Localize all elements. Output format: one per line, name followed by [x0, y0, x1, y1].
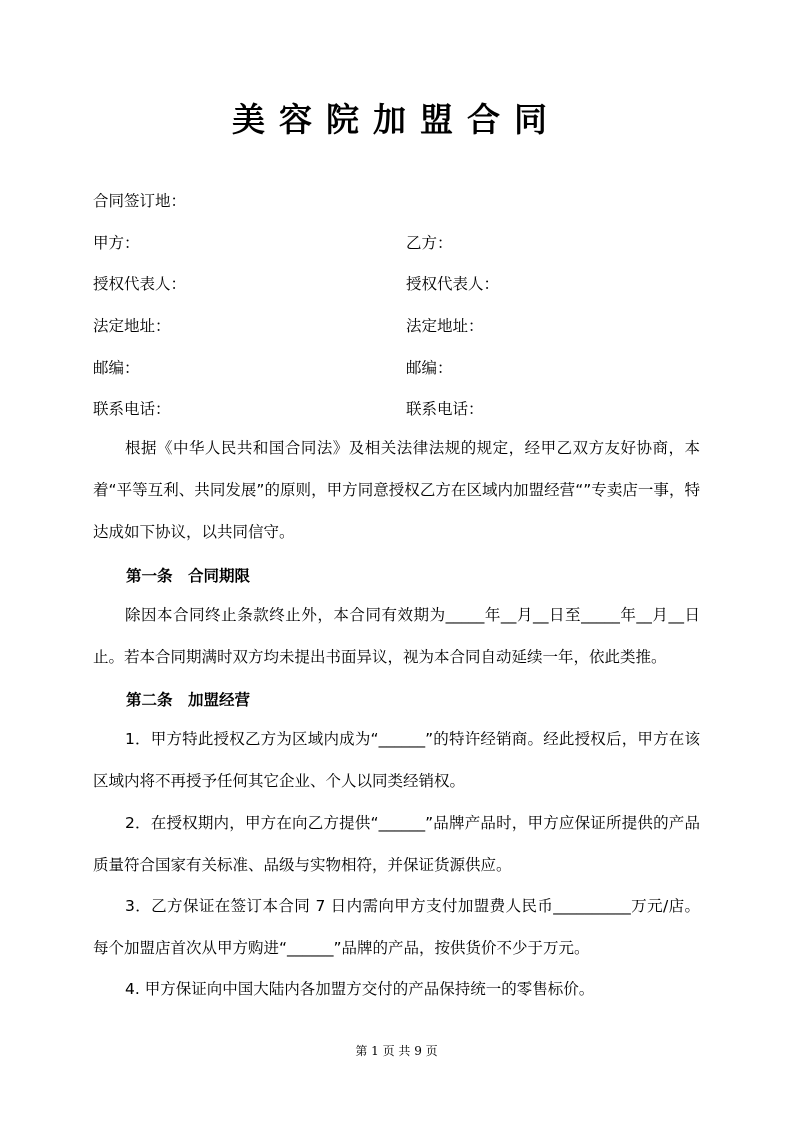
document-title: 美容院加盟合同: [232, 100, 561, 139]
article-2-item-4: 4. 甲方保证向中国大陆内各加盟方交付的产品保持统一的零售标价。: [125, 980, 595, 998]
party-b-representative-label: 授权代表人：: [406, 275, 500, 293]
party-b-phone-label: 联系电话：: [406, 400, 484, 418]
signing-place-label: 合同签订地：: [93, 192, 187, 210]
party-b-label: 乙方：: [406, 234, 453, 252]
party-a-label: 甲方：: [93, 234, 140, 252]
article-2-item-3: 3．乙方保证在签订本合同 7 日内需向甲方支付加盟费人民币__________万元/店。每个加盟店首次从甲方购进“______”品牌的产品，按供货价不少于万元。: [93, 897, 700, 957]
article-1-text: 除因本合同终止条款终止外，本合同有效期为_____年__月__日至_____年__月__日止。若本合同期满时双方均未提出书面异议，视为本合同自动延续一年，依此类推。: [93, 606, 700, 666]
party-a-representative-label: 授权代表人：: [93, 275, 187, 293]
party-b-address-label: 法定地址：: [406, 317, 484, 335]
party-b-postcode-label: 邮编：: [406, 359, 453, 377]
article-2-item-2: 2．在授权期内，甲方在向乙方提供“______”品牌产品时，甲方应保证所提供的产品质量符合国家有关标准、品级与实物相符，并保证货源供应。: [93, 814, 700, 874]
party-a-postcode-label: 邮编：: [93, 359, 140, 377]
article-2-item-1: 1．甲方特此授权乙方为区域内成为“______”的特许经销商。经此授权后，甲方在该区域内将不再授予任何其它企业、个人以同类经销权。: [93, 730, 700, 790]
article-2-heading: 第二条 加盟经营: [126, 691, 251, 709]
party-a-phone-label: 联系电话：: [93, 400, 171, 418]
article-1-heading: 第一条 合同期限: [126, 567, 251, 585]
party-a-address-label: 法定地址：: [93, 317, 171, 335]
preamble-paragraph: 根据《中华人民共和国合同法》及相关法律法规的规定，经甲乙双方友好协商，本着“平等互利、共同发展”的原则，甲方同意授权乙方在区域内加盟经营“”专卖店一事，特达成如下协议，以共同信守。: [93, 439, 700, 541]
page-footer: 第 1 页 共 9 页: [355, 1044, 438, 1058]
